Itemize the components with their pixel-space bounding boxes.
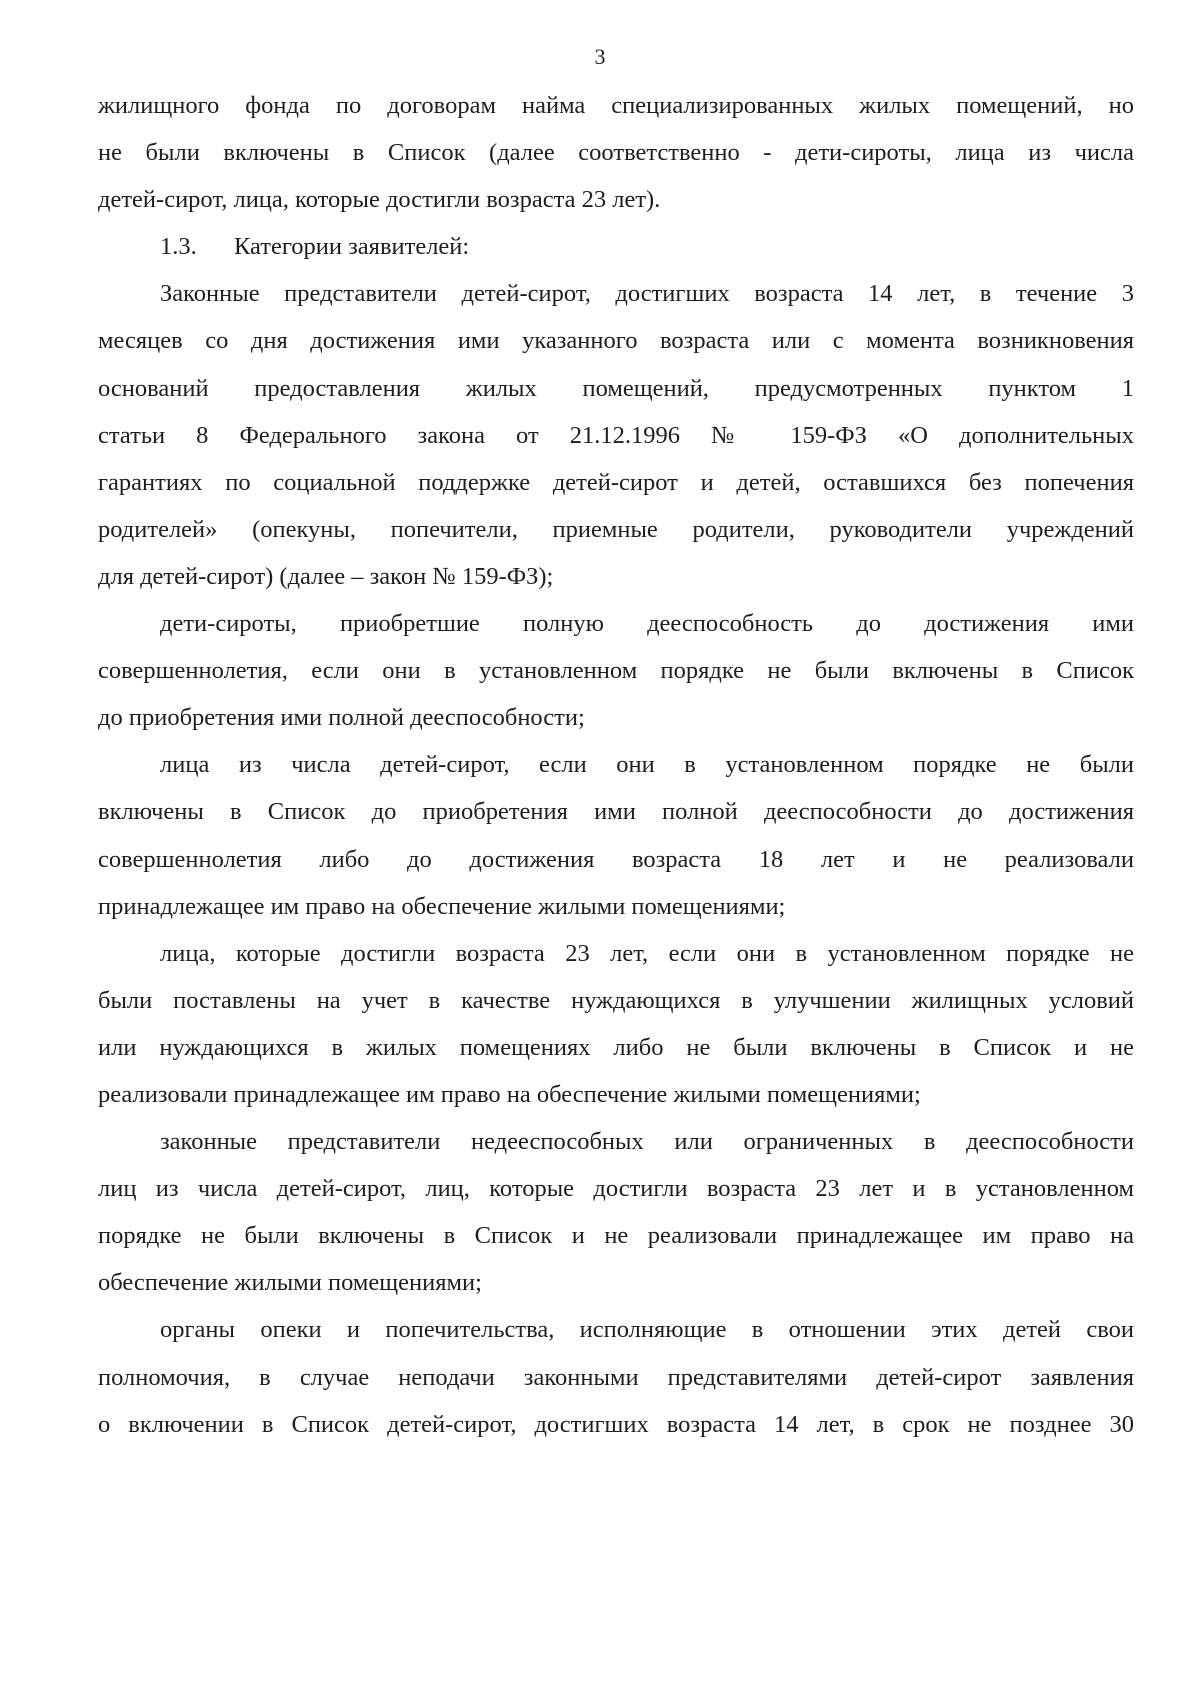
text-line: детей-сирот, лица, которые достигли возраста 23 лет). <box>98 186 661 214</box>
paragraph-first-line: Законные представители детей-сирот, достигших возраста 14 лет, в течение 3 <box>160 280 1134 308</box>
text-line: реализовали принадлежащее им право на обеспечение жилыми помещениями; <box>98 1080 921 1108</box>
text-line: включены в Список до приобретения ими полной дееспособности до достижения <box>98 798 1134 826</box>
text-line: порядке не были включены в Список и не реализовали принадлежащее им право на <box>98 1222 1134 1250</box>
text-line: полномочия, в случае неподачи законными представителями детей-сирот заявления <box>98 1363 1134 1391</box>
text-line: лиц из числа детей-сирот, лиц, которые достигли возраста 23 лет и в установленном <box>98 1175 1134 1203</box>
section-heading <box>98 223 1134 270</box>
section-number: 1.3. <box>160 233 197 261</box>
text-line: для детей-сирот) (далее – закон № 159-ФЗ); <box>98 562 554 590</box>
page-number: 3 <box>594 44 606 69</box>
text-line: родителей» (опекуны, попечители, приемные родители, руководители учреждений <box>98 515 1134 543</box>
text-line: жилищного фонда по договорам найма специализированных жилых помещений, но <box>98 92 1134 119</box>
document-body <box>98 82 1134 1448</box>
text-line: гарантиях по социальной поддержке детей-сирот и детей, оставшихся без попечения <box>98 468 1134 496</box>
text-line: не были включены в Список (далее соответственно - дети-сироты, лица из числа <box>98 139 1134 167</box>
text-line: или нуждающихся в жилых помещениях либо не были включены в Список и не <box>98 1033 1134 1061</box>
text-line: статьи 8 Федерального закона от 21.12.1996 № 159-ФЗ «О дополнительных <box>98 421 1134 449</box>
text-line: были поставлены на учет в качестве нуждающихся в улучшении жилищных условий <box>98 986 1134 1014</box>
text-line: совершеннолетия либо до достижения возраста 18 лет и не реализовали <box>98 845 1134 873</box>
paragraph-first-line: органы опеки и попечительства, исполняющие в отношении этих детей свои <box>160 1316 1134 1344</box>
section-title: Категории заявителей: <box>234 233 470 261</box>
text-line: принадлежащее им право на обеспечение жилыми помещениями; <box>98 892 786 920</box>
paragraph-first-line: лица из числа детей-сирот, если они в установленном порядке не были <box>160 751 1134 779</box>
text-line: месяцев со дня достижения ими указанного возраста или с момента возникновения <box>98 327 1134 355</box>
paragraph-first-line: лица, которые достигли возраста 23 лет, если они в установленном порядке не <box>160 939 1134 967</box>
text-line: обеспечение жилыми помещениями; <box>98 1269 482 1297</box>
text-line: совершеннолетия, если они в установленном порядке не были включены в Список <box>98 657 1134 685</box>
text-line: до приобретения ими полной дееспособности; <box>98 704 585 732</box>
paragraph-first-line: законные представители недееспособных или ограниченных в дееспособности <box>160 1128 1134 1156</box>
paragraph-first-line: дети-сироты, приобретшие полную дееспособность до достижения ими <box>160 610 1134 638</box>
text-line: о включении в Список детей-сирот, достигших возраста 14 лет, в срок не позднее 30 <box>98 1410 1134 1438</box>
text-line: оснований предоставления жилых помещений, предусмотренных пунктом 1 <box>98 374 1134 402</box>
